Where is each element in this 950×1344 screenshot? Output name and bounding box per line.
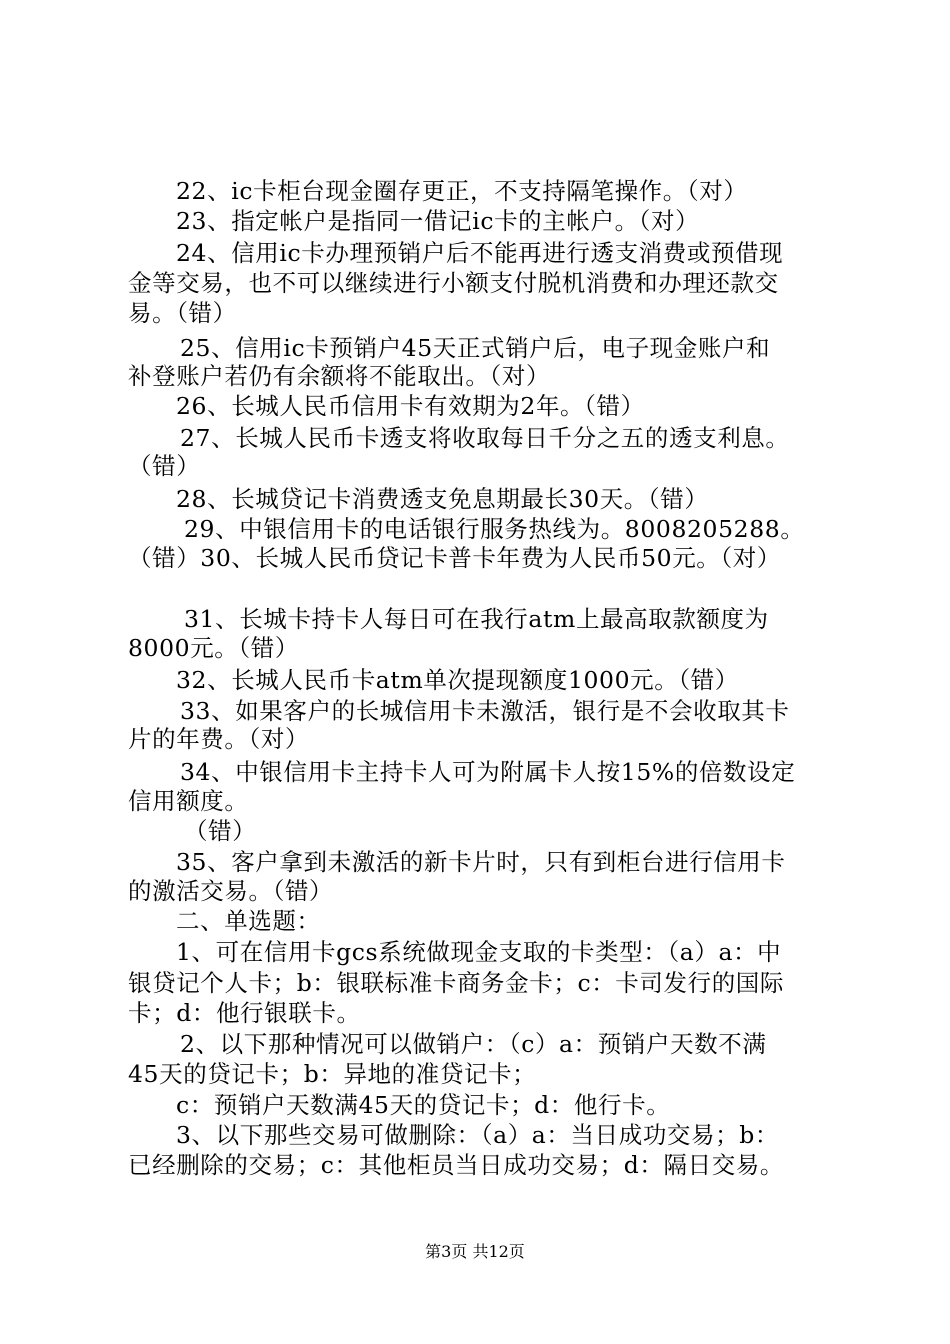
- text-line: 3、以下那些交易可做删除：（a）a：当日成功交易；b：: [176, 1121, 779, 1149]
- text-line: 片的年费。（对）: [128, 725, 310, 753]
- text-line: 8000元。（错）: [128, 634, 299, 662]
- text-line: 易。（错）: [128, 299, 237, 327]
- text-line: 已经删除的交易；c：其他柜员当日成功交易；d：隔日交易。: [128, 1151, 785, 1179]
- text-line: 34、中银信用卡主持卡人可为附属卡人按15%的倍数设定: [180, 758, 796, 786]
- text-line: 35、客户拿到未激活的新卡片时，只有到柜台进行信用卡: [176, 848, 786, 876]
- text-line: 的激活交易。（错）: [128, 877, 334, 905]
- text-line: 卡；d：他行银联卡。: [128, 999, 361, 1027]
- text-line: 信用额度。: [128, 787, 249, 815]
- text-line: 45天的贷记卡；b：异地的准贷记卡；: [128, 1060, 537, 1088]
- text-line: 2、以下那种情况可以做销户：（c）a：预销户天数不满: [180, 1030, 767, 1058]
- text-line: 29、中银信用卡的电话银行服务热线为。8008205288。: [184, 515, 805, 543]
- section-heading: 二、单选题：: [176, 907, 321, 935]
- text-line: 33、如果客户的长城信用卡未激活，银行是不会收取其卡: [180, 697, 790, 725]
- text-line: 26、长城人民币信用卡有效期为2年。（错）: [176, 392, 645, 420]
- text-line: 25、信用ic卡预销户45天正式销户后，电子现金账户和: [180, 334, 771, 362]
- text-line: 24、信用ic卡办理预销户后不能再进行透支消费或预借现: [176, 239, 784, 267]
- text-line: 28、长城贷记卡消费透支免息期最长30天。（错）: [176, 485, 709, 513]
- page-footer: 第3页 共12页: [425, 1242, 525, 1261]
- text-line: 22、ic卡柜台现金圈存更正，不支持隔笔操作。（对）: [176, 177, 748, 205]
- text-line: c：预销户天数满45天的贷记卡；d：他行卡。: [176, 1091, 671, 1119]
- text-line: 金等交易，也不可以继续进行小额支付脱机消费和办理还款交: [128, 269, 779, 297]
- text-line: （错）: [128, 452, 201, 480]
- text-line: 32、长城人民币卡atm单次提现额度1000元。（错）: [176, 666, 739, 694]
- text-line: 银贷记个人卡；b：银联标准卡商务金卡；c：卡司发行的国际: [128, 969, 785, 997]
- text-line: 补登账户若仍有余额将不能取出。（对）: [128, 362, 551, 390]
- text-line: （错）30、长城人民币贷记卡普卡年费为人民币50元。（对）: [128, 544, 781, 572]
- text-line: 27、长城人民币卡透支将收取每日千分之五的透支利息。: [180, 424, 790, 452]
- text-line: （错）: [184, 817, 257, 845]
- text-line: 23、指定帐户是指同一借记ic卡的主帐户。（对）: [176, 207, 700, 235]
- text-line: 31、长城卡持卡人每日可在我行atm上最高取款额度为: [184, 605, 769, 633]
- text-line: 1、可在信用卡gcs系统做现金支取的卡类型：（a）a：中: [176, 938, 782, 966]
